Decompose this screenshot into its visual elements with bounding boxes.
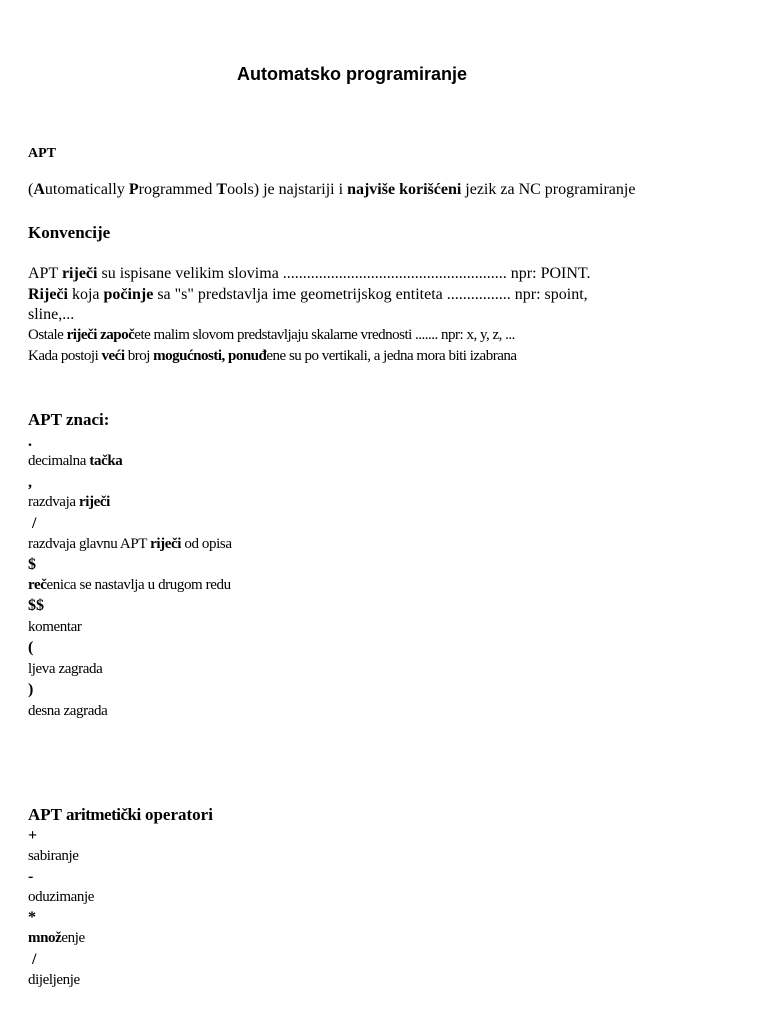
operator-description-minus: oduzimanje (28, 889, 94, 905)
operator-symbol-minus: - (28, 868, 34, 885)
sign-description-left-paren: ljeva zagrada (28, 661, 103, 677)
sign-description-right-paren: desna zagrada (28, 703, 108, 719)
sign-description-slash: razdvaja glavnu APT riječi od opisa (28, 536, 232, 552)
sign-description-dollar: rečenica se nastavlja u drugom redu (28, 577, 231, 593)
page-title: Automatsko programiranje (236, 64, 468, 84)
operator-symbol-plus: + (28, 827, 38, 844)
sign-symbol-decimal: . (28, 433, 32, 450)
konvencije-line-1: APT riječi su ispisane velikim slovima ........................................................ npr: POINT. (28, 265, 591, 282)
operator-symbol-multiply: * (28, 909, 36, 926)
sign-symbol-slash: / (32, 515, 37, 532)
konvencije-line-2: Riječi koja počinje sa "s" predstavlja ime geometrijskog entiteta ................ npr: spoint, (28, 286, 588, 303)
sign-symbol-left-paren: ( (28, 639, 34, 656)
konvencije-line-4: Ostale riječi započete malim slovom predstavljaju skalarne vrednosti ....... npr: x, y, z, ... (28, 327, 515, 343)
intro-paragraph: (Automatically Programmed Tools) je najstariji i najviše korišćeni jezik za NC programiranje (28, 181, 636, 198)
operator-symbol-divide: / (32, 951, 37, 968)
operator-description-plus: sabiranje (28, 848, 79, 864)
operator-description-divide: dijeljenje (28, 972, 80, 988)
znaci-heading: APT znaci: (28, 410, 110, 429)
sign-symbol-double-dollar: $$ (28, 597, 44, 614)
apt-label: APT (28, 146, 56, 161)
sign-symbol-dollar: $ (28, 556, 36, 573)
sign-description-double-dollar: komentar (28, 619, 82, 635)
konvencije-line-5: Kada postoji veći broj mogućnosti, ponuđene su po vertikali, a jedna mora biti izabrana (28, 348, 517, 364)
operator-description-multiply: množenje (28, 930, 85, 946)
konvencije-line-3: sline,... (28, 306, 75, 323)
operatori-heading: APT aritmetički operatori (28, 805, 213, 824)
sign-symbol-right-paren: ) (28, 681, 34, 698)
sign-symbol-comma: , (28, 474, 32, 491)
sign-description-comma: razdvaja riječi (28, 494, 110, 510)
sign-description-decimal: decimalna tačka (28, 453, 123, 469)
konvencije-heading: Konvencije (28, 223, 111, 242)
